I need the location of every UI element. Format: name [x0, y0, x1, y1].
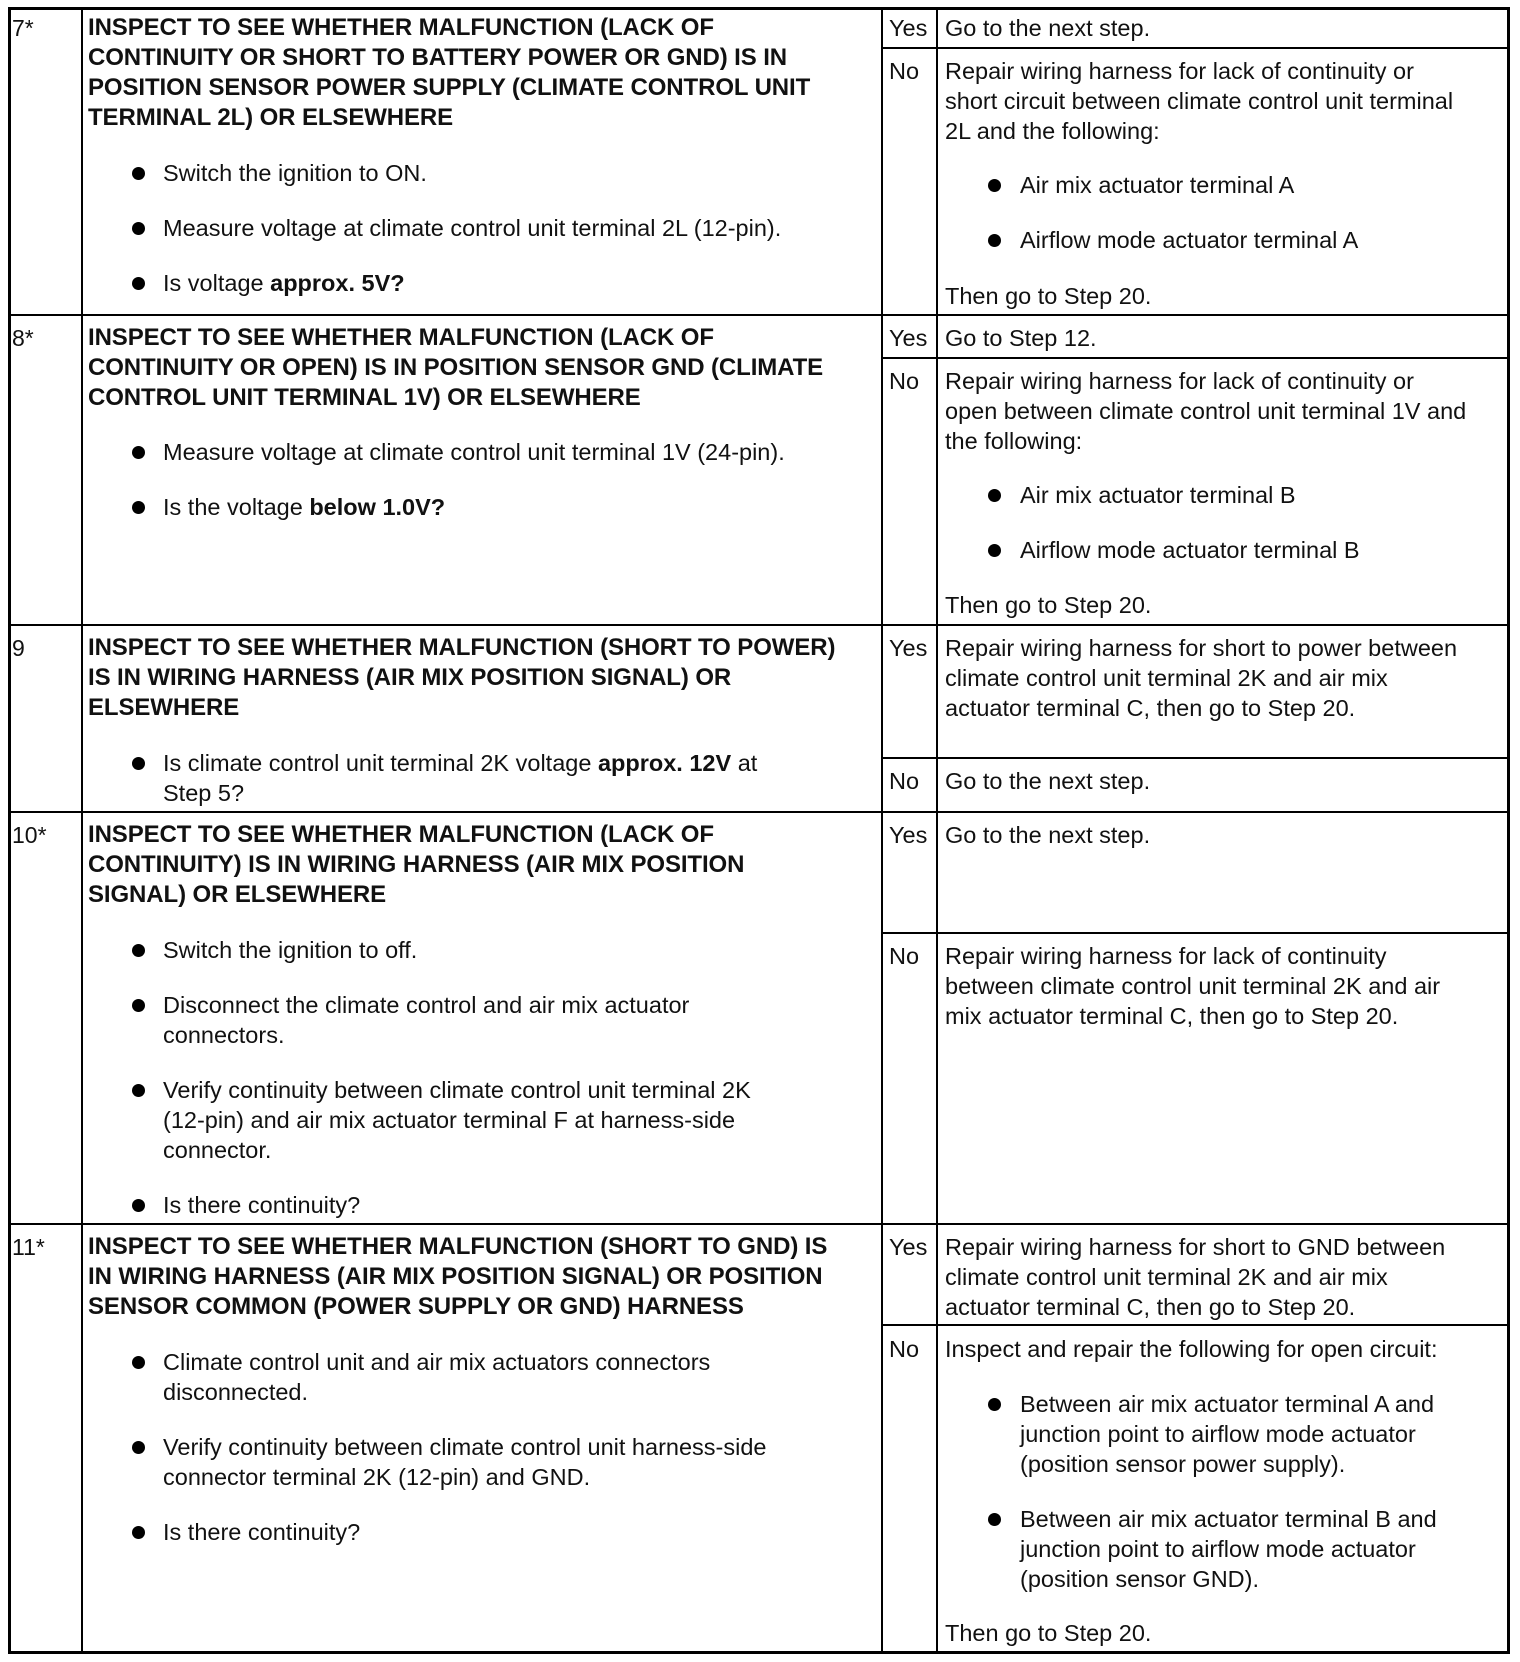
no-result-line: Repair wiring harness for lack of continuity or — [945, 368, 1414, 394]
no-footer: Then go to Step 20. — [945, 1620, 1152, 1646]
yes-result-line: actuator terminal C, then go to Step 20. — [945, 695, 1356, 721]
bullet-icon — [132, 446, 145, 459]
action-item: Is climate control unit terminal 2K voltage approx. 12V at — [163, 750, 758, 776]
no-result: Inspect and repair the following for open circuit: — [945, 1336, 1438, 1362]
yes-label: Yes — [889, 635, 928, 661]
no-bullet-item-continued: (position sensor power supply). — [1020, 1451, 1346, 1477]
no-result-line: Repair wiring harness for lack of continuity — [945, 943, 1387, 969]
bullet-icon — [988, 179, 1001, 192]
step-heading-line: ELSEWHERE — [88, 694, 240, 721]
bullet-icon — [132, 1084, 145, 1097]
action-item: Climate control unit and air mix actuators connectors — [163, 1349, 711, 1375]
no-result-line: Repair wiring harness for lack of continuity or — [945, 58, 1414, 84]
step-heading-line: INSPECT TO SEE WHETHER MALFUNCTION (SHORT TO GND) IS — [88, 1233, 828, 1260]
no-bullet-item: Airflow mode actuator terminal A — [1020, 227, 1359, 253]
action-item: Is the voltage below 1.0V? — [163, 494, 446, 520]
step-heading-line: IN WIRING HARNESS (AIR MIX POSITION SIGNAL) OR POSITION — [88, 1263, 823, 1290]
bullet-icon — [988, 1398, 1001, 1411]
action-item: Is voltage approx. 5V? — [163, 270, 405, 296]
no-label: No — [889, 943, 920, 969]
no-result-line: 2L and the following: — [945, 118, 1160, 144]
yes-label: Yes — [889, 325, 928, 351]
no-bullet-item: Between air mix actuator terminal A and — [1020, 1391, 1435, 1417]
action-item-continued: Step 5? — [163, 780, 245, 806]
yes-result-line: Repair wiring harness for short to power between — [945, 635, 1458, 661]
no-bullet-item: Air mix actuator terminal A — [1020, 172, 1295, 198]
bullet-icon — [132, 222, 145, 235]
step-heading-line: INSPECT TO SEE WHETHER MALFUNCTION (SHORT TO POWER) — [88, 634, 836, 661]
bullet-icon — [132, 944, 145, 957]
no-bullet-item: Air mix actuator terminal B — [1020, 482, 1296, 508]
no-label: No — [889, 58, 920, 84]
no-bullet-item: Between air mix actuator terminal B and — [1020, 1506, 1437, 1532]
action-item: Is there continuity? — [163, 1192, 361, 1218]
bullet-icon — [132, 1526, 145, 1539]
column-divider — [936, 7, 938, 1654]
yes-result: Go to the next step. — [945, 15, 1151, 41]
step-heading-line: CONTINUITY OR SHORT TO BATTERY POWER OR GND) IS IN — [88, 44, 788, 71]
action-item-continued: connectors. — [163, 1022, 285, 1048]
action-item-continued: disconnected. — [163, 1379, 309, 1405]
step-number: 10* — [12, 822, 47, 848]
yes-result-line: actuator terminal C, then go to Step 20. — [945, 1294, 1356, 1320]
yes-result: Go to the next step. — [945, 822, 1151, 848]
step-heading-line: INSPECT TO SEE WHETHER MALFUNCTION (LACK OF — [88, 821, 714, 848]
step-number: 9 — [12, 635, 25, 661]
action-item: Switch the ignition to ON. — [163, 160, 427, 186]
yes-no-divider — [881, 932, 1510, 934]
step-heading-line: IS IN WIRING HARNESS (AIR MIX POSITION SIGNAL) OR — [88, 664, 732, 691]
no-result-line: between climate control unit terminal 2K and air — [945, 973, 1441, 999]
bullet-icon — [988, 489, 1001, 502]
bullet-icon — [132, 167, 145, 180]
step-heading-line: SIGNAL) OR ELSEWHERE — [88, 881, 387, 908]
row-divider — [8, 314, 1510, 316]
bullet-icon — [132, 277, 145, 290]
bullet-icon — [132, 999, 145, 1012]
step-heading-line: POSITION SENSOR POWER SUPPLY (CLIMATE CONTROL UNIT — [88, 74, 811, 101]
yes-no-divider — [881, 1324, 1510, 1326]
bullet-icon — [132, 1356, 145, 1369]
yes-result-line: climate control unit terminal 2K and air mix — [945, 665, 1388, 691]
no-result-line: mix actuator terminal C, then go to Step 20. — [945, 1003, 1399, 1029]
step-heading-line: CONTINUITY) IS IN WIRING HARNESS (AIR MIX POSITION — [88, 851, 745, 878]
bullet-icon — [988, 1513, 1001, 1526]
no-result-line: short circuit between climate control unit terminal — [945, 88, 1454, 114]
action-item-continued: (12-pin) and air mix actuator terminal F at harness-side — [163, 1107, 736, 1133]
no-bullet-item: Airflow mode actuator terminal B — [1020, 537, 1360, 563]
row-divider — [8, 811, 1510, 813]
step-heading-line: TERMINAL 2L) OR ELSEWHERE — [88, 104, 454, 131]
bullet-icon — [988, 234, 1001, 247]
action-item-continued: connector terminal 2K (12-pin) and GND. — [163, 1464, 591, 1490]
step-number: 8* — [12, 325, 34, 351]
column-divider — [81, 7, 83, 1654]
row-divider — [8, 624, 1510, 626]
action-item: Verify continuity between climate control unit harness-side — [163, 1434, 767, 1460]
yes-no-divider — [881, 357, 1510, 359]
step-heading-line: INSPECT TO SEE WHETHER MALFUNCTION (LACK OF — [88, 14, 714, 41]
action-item: Disconnect the climate control and air mix actuator — [163, 992, 690, 1018]
bullet-icon — [132, 1441, 145, 1454]
yes-result-line: climate control unit terminal 2K and air mix — [945, 1264, 1388, 1290]
step-heading-line: CONTINUITY OR OPEN) IS IN POSITION SENSOR GND (CLIMATE — [88, 354, 824, 381]
no-label: No — [889, 768, 920, 794]
yes-no-divider — [881, 47, 1510, 49]
action-item: Is there continuity? — [163, 1519, 361, 1545]
column-divider — [881, 7, 883, 1654]
yes-label: Yes — [889, 15, 928, 41]
yes-result: Go to Step 12. — [945, 325, 1097, 351]
step-heading-line: SENSOR COMMON (POWER SUPPLY OR GND) HARNESS — [88, 1293, 744, 1320]
action-item: Switch the ignition to off. — [163, 937, 418, 963]
no-result-line: the following: — [945, 428, 1083, 454]
no-label: No — [889, 368, 920, 394]
no-footer: Then go to Step 20. — [945, 592, 1152, 618]
yes-result-line: Repair wiring harness for short to GND between — [945, 1234, 1446, 1260]
step-heading-line: INSPECT TO SEE WHETHER MALFUNCTION (LACK OF — [88, 324, 714, 351]
no-result-line: open between climate control unit terminal 1V and — [945, 398, 1467, 424]
step-heading-line: CONTROL UNIT TERMINAL 1V) OR ELSEWHERE — [88, 384, 641, 411]
action-item: Measure voltage at climate control unit terminal 2L (12-pin). — [163, 215, 782, 241]
step-number: 7* — [12, 15, 34, 41]
step-number: 11* — [12, 1234, 45, 1260]
no-label: No — [889, 1336, 920, 1362]
no-bullet-item-continued: (position sensor GND). — [1020, 1566, 1259, 1592]
action-item: Measure voltage at climate control unit terminal 1V (24-pin). — [163, 439, 785, 465]
action-item-continued: connector. — [163, 1137, 272, 1163]
bullet-icon — [988, 544, 1001, 557]
no-bullet-item-continued: junction point to airflow mode actuator — [1020, 1421, 1416, 1447]
action-item: Verify continuity between climate control unit terminal 2K — [163, 1077, 751, 1103]
yes-no-divider — [881, 757, 1510, 759]
no-footer: Then go to Step 20. — [945, 283, 1152, 309]
yes-label: Yes — [889, 1234, 928, 1260]
bullet-icon — [132, 501, 145, 514]
row-divider — [8, 1223, 1510, 1225]
bullet-icon — [132, 757, 145, 770]
bullet-icon — [132, 1199, 145, 1212]
no-bullet-item-continued: junction point to airflow mode actuator — [1020, 1536, 1416, 1562]
yes-label: Yes — [889, 822, 928, 848]
no-result: Go to the next step. — [945, 768, 1151, 794]
